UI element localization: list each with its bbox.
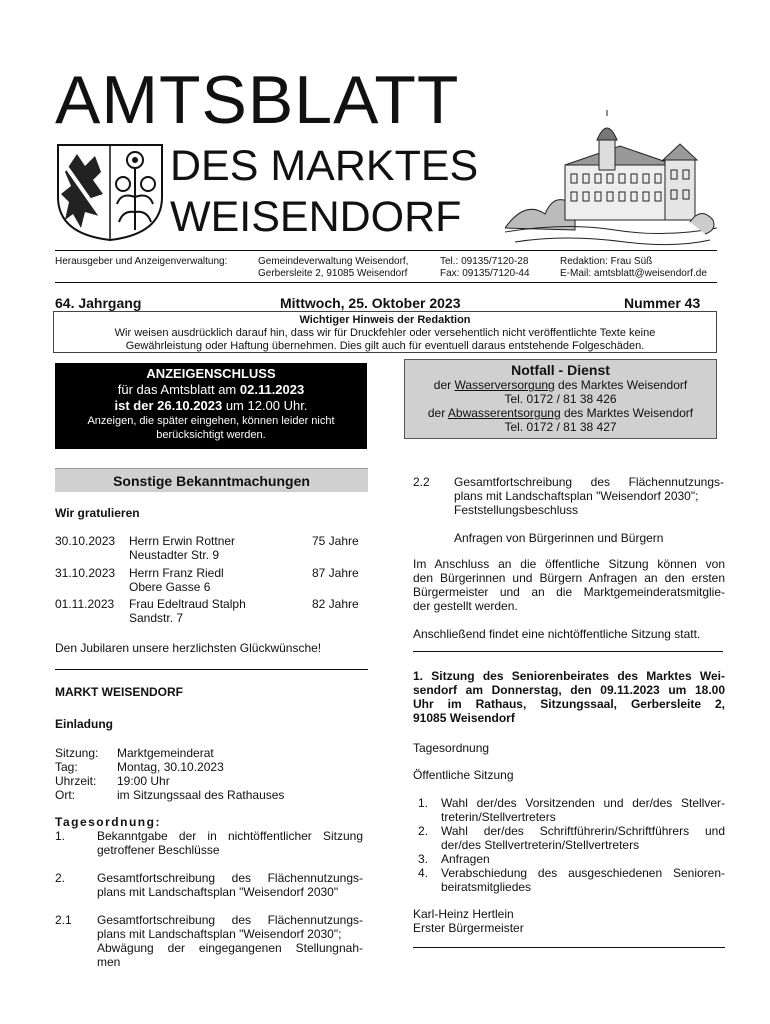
agenda-item-2-1-line-4: men (97, 955, 121, 969)
sewage-link[interactable]: Abwasserentsorgung (447, 406, 561, 420)
water-tel: Tel. 0172 / 81 38 426 (504, 392, 617, 406)
agenda-item-1-line-2: getroffener Beschlüsse (97, 843, 220, 857)
congrats-name-2: Herrn Franz Riedl (129, 566, 224, 580)
congrats-date-2: 31.10.2023 (55, 566, 116, 580)
issue-volume: 64. Jahrgang (55, 295, 142, 311)
emergency-title: Notfall - Dienst (511, 362, 610, 378)
agenda-item-2-2-line-2: plans mit Landschaftsplan "Weisendorf 2030"; (454, 489, 699, 503)
imprint-admin-line-1: Gemeindeverwaltung Weisendorf, (258, 256, 409, 267)
coat-of-arms-icon (55, 142, 165, 242)
agenda-item-2-2-no: 2.2 (413, 475, 430, 489)
congrats-street-1: Neustadter Str. 9 (129, 548, 220, 562)
water-supply-link[interactable]: Wasserversorgung (454, 378, 555, 392)
council-label-time: Uhrzeit: (55, 774, 97, 788)
deadline-issue-date: 02.11.2023 (239, 382, 305, 397)
council-label-session: Sitzung: (55, 746, 99, 760)
imprint-publisher-label: Herausgeber und Anzeigenverwaltung: (55, 256, 228, 267)
masthead-subtitle-1: DES MARKTES (170, 142, 479, 190)
water-suffix: des Marktes Weisendorf (554, 378, 688, 392)
congrats-name-1: Herrn Erwin Rottner (129, 534, 236, 548)
council-heading: MARKT WEISENDORF (55, 685, 183, 699)
council-para-line-4: der gestellt werden. (413, 599, 518, 613)
deadline-date: ist der 26.10.2023 (114, 398, 223, 413)
sewage-tel: Tel. 0172 / 81 38 427 (504, 420, 617, 434)
emergency-service-box (404, 359, 717, 439)
deadline-title: ANZEIGENSCHLUSS (146, 366, 276, 381)
seniors-heading-line-1: 1. Sitzung des Seniorenbeirates des Marktes Wei- (413, 669, 725, 683)
council-para-line-3: Bürgermeister und an die Marktgemeinderatsmitglie- (413, 585, 725, 599)
seniors-signer-name: Karl-Heinz Hertlein (413, 907, 514, 921)
council-agenda-heading: Tagesordnung: (55, 815, 161, 829)
imprint-editor: Redaktion: Frau Süß (560, 256, 653, 267)
council-value-day: Montag, 30.10.2023 (117, 760, 224, 774)
deadline-line-1-prefix: für das Amtsblatt am (117, 382, 240, 397)
council-invite: Einladung (55, 717, 113, 731)
seniors-item-2-line-2: der/des Stellvertreterin/Stellvertreters (441, 838, 640, 852)
agenda-item-2-1-line-3: Abwägung der eingegangenen Stellungnah- (97, 941, 363, 955)
seniors-item-4-no: 4. (418, 866, 429, 880)
issue-number: Nummer 43 (624, 295, 701, 311)
seniors-item-4-line-1: Verabschiedung des ausgeschiedenen Senioren- (441, 866, 725, 880)
notice-line-1: Wir weisen ausdrücklich darauf hin, dass wir für Druckfehler oder versehentlich nicht veröffentlichte Texte keine (114, 327, 656, 339)
castle-illustration (505, 110, 717, 250)
council-value-place: im Sitzungssaal des Rathauses (117, 788, 285, 802)
imprint-email[interactable]: E-Mail: amtsblatt@weisendorf.de (560, 268, 707, 279)
congrats-age-2: 87 Jahre (312, 566, 359, 580)
agenda-item-2-1-no: 2.1 (55, 913, 72, 927)
editorial-notice-box (53, 311, 717, 353)
agenda-item-2-2-line-1: Gesamtfortschreibung des Flächennutzungs- (454, 475, 724, 489)
congrats-age-1: 75 Jahre (312, 534, 359, 548)
deadline-time: um 12.00 Uhr. (222, 398, 308, 413)
masthead-title: AMTSBLATT (55, 62, 460, 138)
congrats-age-3: 82 Jahre (312, 597, 359, 611)
seniors-item-3-line-1: Anfragen (441, 852, 490, 866)
seniors-item-3-no: 3. (418, 852, 429, 866)
seniors-item-2-line-1: Wahl der/des Schriftführerin/Schriftführers und (441, 824, 725, 838)
agenda-item-2-no: 2. (55, 871, 66, 885)
masthead-subtitle-2: WEISENDORF (170, 193, 462, 241)
congrats-street-2: Obere Gasse 6 (129, 580, 211, 594)
seniors-heading-line-3: Uhr im Rathaus, Sitzungssaal, Gerbersleite 2, (413, 697, 725, 711)
seniors-heading-line-2: sendorf am Donnerstag, den 09.11.2023 um 18.00 (413, 683, 725, 697)
sewage-suffix: des Marktes Weisendorf (560, 406, 694, 420)
council-label-day: Tag: (55, 760, 78, 774)
seniors-item-4-line-2: beiratsmitgliedes (441, 880, 532, 894)
seniors-public-session: Öffentliche Sitzung (413, 768, 514, 782)
congrats-date-3: 01.11.2023 (55, 597, 115, 611)
council-value-session: Marktgemeinderat (117, 746, 214, 760)
council-para-line-1: Im Anschluss an die öffentliche Sitzung können von (413, 557, 725, 571)
council-closed-session: Anschließend findet eine nichtöffentliche Sitzung statt. (413, 627, 701, 641)
seniors-heading-line-4: 91085 Weisendorf (413, 711, 515, 725)
agenda-item-2-line-2: plans mit Landschaftsplan "Weisendorf 2030" (97, 885, 339, 899)
congrats-date-1: 30.10.2023 (55, 534, 116, 548)
agenda-item-2-2-line-3: Feststellungsbeschluss (454, 503, 579, 517)
seniors-item-1-no: 1. (418, 796, 429, 810)
congrats-closing: Den Jubilaren unsere herzlichsten Glückwünsche! (55, 641, 322, 655)
notice-title: Wichtiger Hinweis der Redaktion (299, 314, 471, 326)
ad-deadline-box (55, 363, 367, 449)
seniors-signer-title: Erster Bürgermeister (413, 921, 524, 935)
congrats-street-3: Sandstr. 7 (129, 611, 184, 625)
council-para-line-2: den Bürgerinnen und Bürgern Anfragen an den ersten (413, 571, 725, 585)
notice-line-2: Gewährleistung oder Haftung übernehmen. Dies gilt auch für eventuell daraus entstehende Folgeschäden. (125, 340, 645, 352)
imprint-admin-line-2: Gerbersleite 2, 91085 Weisendorf (258, 268, 408, 279)
agenda-item-2-1-line-1: Gesamtfortschreibung des Flächennutzungs- (97, 913, 363, 927)
seniors-item-1-line-1: Wahl der/des Vorsitzenden und der/des Stellver- (441, 796, 725, 810)
imprint-tel: Tel.: 09135/7120-28 (440, 256, 529, 267)
agenda-questions: Anfragen von Bürgerinnen und Bürgern (454, 531, 664, 545)
agenda-item-1-line-1: Bekanntgabe der in nichtöffentlicher Sitzung (97, 829, 363, 843)
council-label-place: Ort: (55, 788, 75, 802)
agenda-item-2-1-line-2: plans mit Landschaftsplan "Weisendorf 2030"; (97, 927, 342, 941)
sewage-prefix: der (427, 406, 448, 420)
agenda-item-1-no: 1. (55, 829, 66, 843)
issue-date: Mittwoch, 25. Oktober 2023 (280, 295, 461, 311)
seniors-agenda-label: Tagesordnung (413, 741, 490, 755)
imprint-fax: Fax: 09135/7120-44 (440, 268, 530, 279)
section-heading: Sonstige Bekanntmachungen (55, 468, 368, 492)
deadline-line-3: Anzeigen, die später eingehen, können leider nicht (87, 415, 335, 427)
water-prefix: der (433, 378, 455, 392)
council-value-time: 19:00 Uhr (117, 774, 170, 788)
seniors-item-2-no: 2. (418, 824, 429, 838)
congrats-name-3: Frau Edeltraud Stalph (129, 597, 246, 611)
seniors-item-1-line-2: treterin/Stellvertreters (441, 810, 556, 824)
agenda-item-2-line-1: Gesamtfortschreibung des Flächennutzungs- (97, 871, 363, 885)
deadline-line-4: berücksichtigt werden. (156, 429, 266, 441)
congrats-heading: Wir gratulieren (55, 506, 140, 520)
